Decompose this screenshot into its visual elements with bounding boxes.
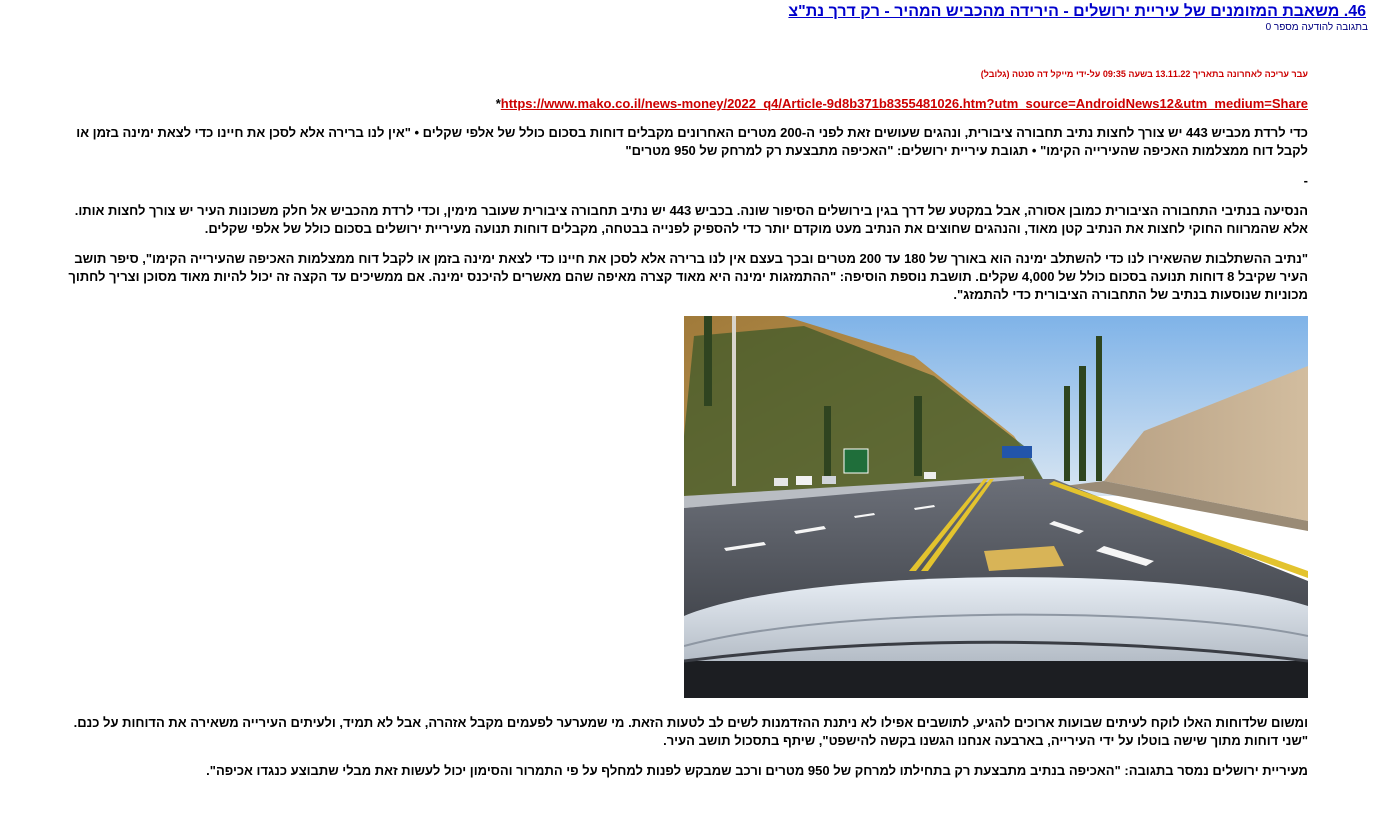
post-title-link[interactable]: 46. משאבת המזומנים של עיריית ירושלים - הירידה מהכביש המהיר - רק דרך נת"צ	[788, 3, 1366, 20]
article-paragraph: כדי לרדת מכביש 443 יש צורך לחצות נתיב תחבורה ציבורית, ונהגים שעושים זאת לפני ה-200 מטרים האחרונים מקבלים דוחות בסכום כולל של אלפי שקלים • "אין לנו ברירה אלא לסכן את חיינו כדי לצאת ימינה בזמן או לקבל דוח ממצלמות האכיפה שהעירייה הקימו" • תגובת עיריית ירושלים: "האכיפה מתבצעת רק למרחק של 950 מטרים"	[76, 125, 1308, 158]
article-paragraph: מעיריית ירושלים נמסר בתגובה: "האכיפה בנתיב מתבצעת רק בתחילתו למרחק של 950 מטרים ורכב שמבקש לפנות למחלף על פי התמרור והסימון יכול לעשות זאת מבלי שתבוצע כנגדו אכיפה".	[206, 763, 1308, 778]
post-title-row	[10, 3, 1366, 21]
road-photo-illustration	[684, 316, 1308, 698]
source-url-link[interactable]: https://www.mako.co.il/news-money/2022_q4/Article-9d8b371b8355481026.htm?utm_source=AndroidNews12&utm_medium=Share	[500, 96, 1308, 111]
separator-dash: -	[1303, 173, 1308, 188]
article-paragraph: ומשום שלדוחות האלו לוקח לעיתים שבועות ארוכים להגיע, לתושבים אפילו לא ניתנת ההזדמנות לשים לב לטעות הזאת. מי שמערער לפעמים מקבל אזהרה, אבל לא תמיד, ולעיתים העירייה משאירה את הדוחות על כנם. "שני דוחות מתוך שישה בוטלו על ידי העירייה, בארבעה אנחנו הגשנו בקשה להישפט", שיתף בתסכול תושב העיר.	[73, 715, 1308, 748]
article-photo	[684, 316, 1308, 698]
article-paragraph: "נתיב ההשתלבות שהשאירו לנו כדי להשתלב ימינה הוא באורך של 180 עד 200 מטרים ובכך בעצם אין לנו ברירה אלא לסכן את חיינו כדי לצאת ימינה בזמן או לקבל דוח ממצלמות האכיפה שהעירייה הקימו", סיפר תושב העיר שקיבל 8 דוחות תנועה בסכום כולל של 4,000 שקלים. תושבת נוספת הוסיפה: "ההתמזגות ימינה היא מאוד קצרה מאיפה שהם מאשרים להיכנס ימינה. אם ממשיכים עד הקצה זה יכול להיות מאוד מסוכן וצריך לחתוך מכוניות שנוסעות בנתיב של התחבורה הציבורית כדי להתמזג".	[68, 251, 1308, 302]
url-star: *	[495, 96, 501, 111]
article-paragraph: הנסיעה בנתיבי התחבורה הציבורית כמובן אסורה, אבל במקטע של דרך בגין בירושלים הסיפור שונה. בכביש 443 יש נתיב תחבורה ציבורית שעובר מימין, וכדי לרדת מהכביש אל חלק משכונות העיר יש צורך לחצות אותו. אלא שהמרווח החוקי לחצות את הנתיב קטן מאוד, והנהגים שחוצים את הנתיב מעט מוקדם יותר כדי להספיק לפנייה בבטחה, מקבלים דוחות תנועה מעיריית ירושלים בסכום כולל של אלפי שקלים.	[74, 203, 1308, 236]
source-url-line	[58, 96, 1308, 112]
reply-to-text: בתגובה להודעה מספר 0	[1265, 22, 1368, 33]
edit-note: עבר עריכה לאחרונה בתאריך 13.11.22 בשעה 09:35 על-ידי מייקל דה סנטה (גלובל)	[980, 69, 1308, 79]
post-content	[58, 68, 1308, 792]
